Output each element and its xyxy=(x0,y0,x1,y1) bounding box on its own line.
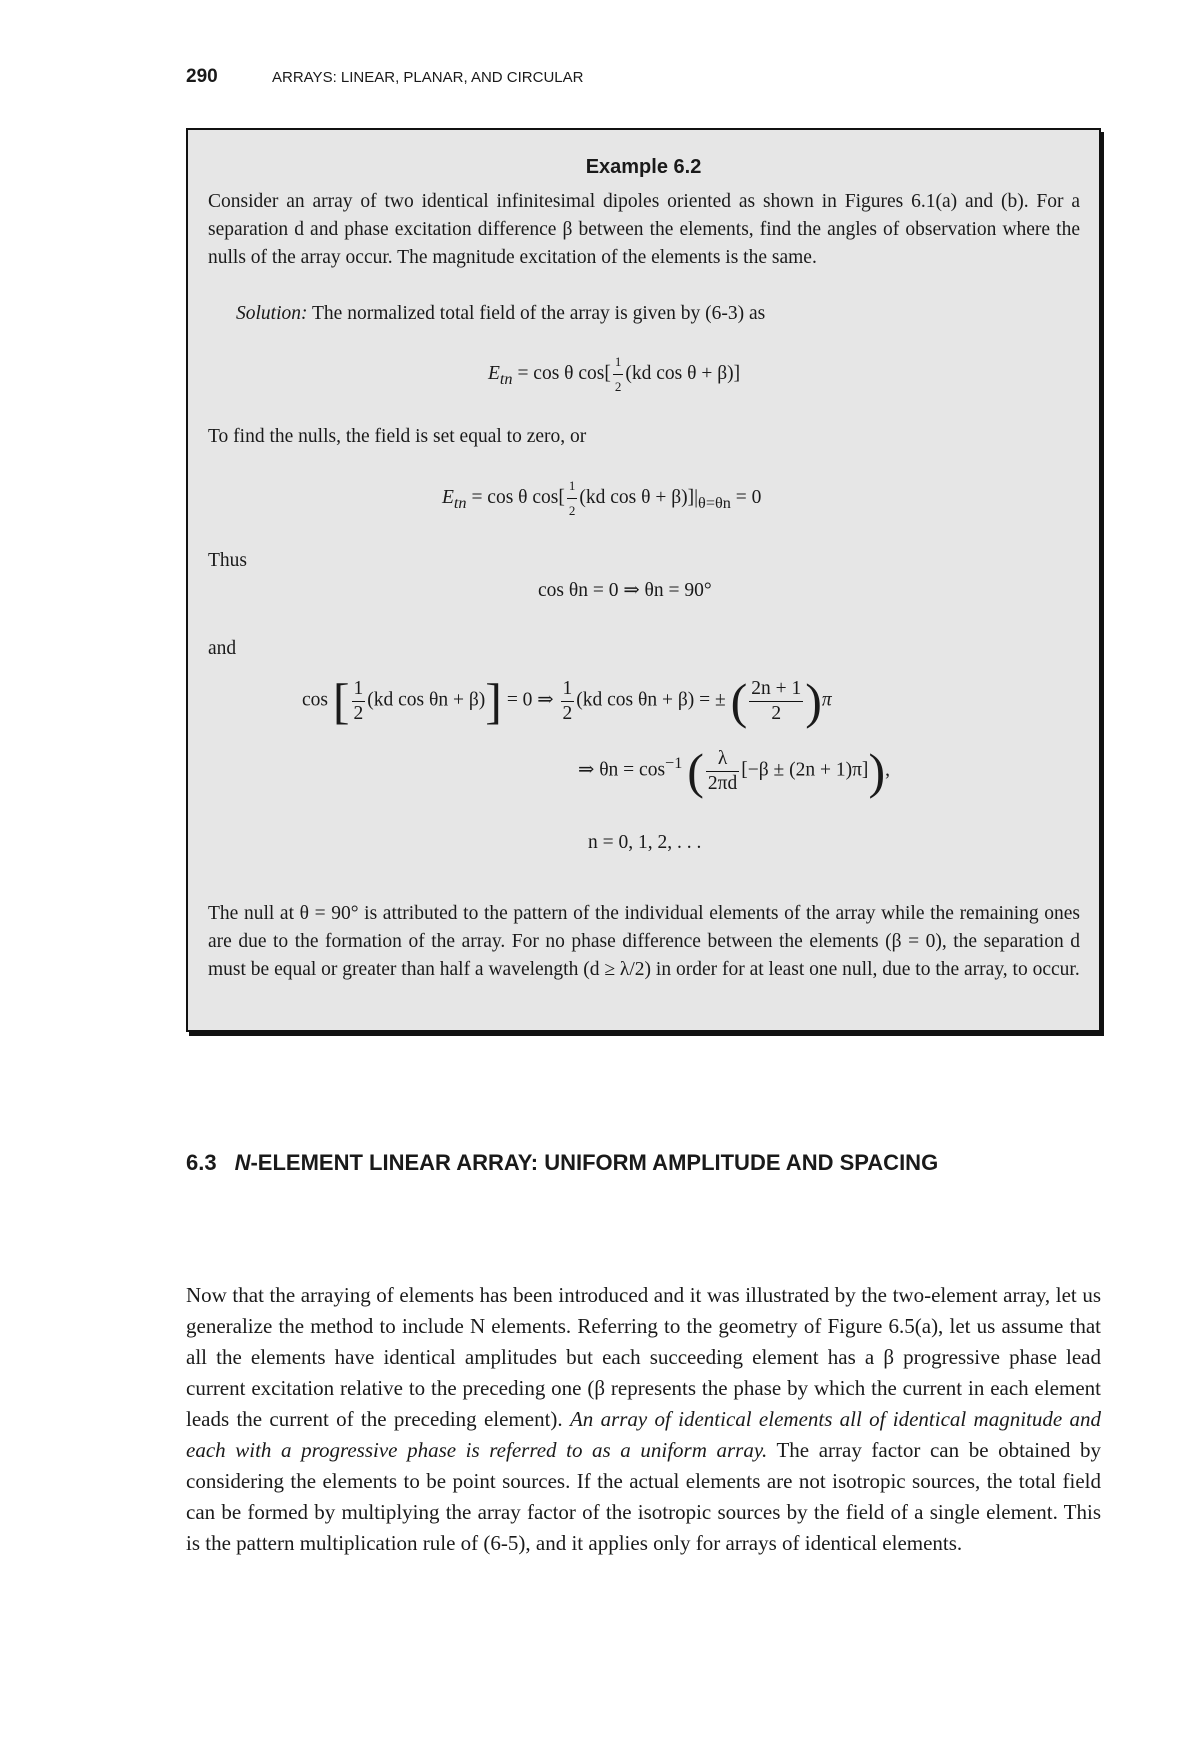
equation-theta-n: ⇒ $\theta n = \cos^{-1}$ ( $\frac{\lambda}{2\pi d}$ [−β ± (2n + 1)π]), xyxy=(578,743,890,799)
equation-n-values: n = 0, 1, 2, . . . xyxy=(588,832,702,853)
example-title: Example 6.2 xyxy=(585,156,702,178)
section-title-italic: N xyxy=(234,1150,251,1175)
uniform-array-definition: An array of identical elements all of identical magnitude and each with a progressive phase is referred to as a uniform array. xyxy=(186,1407,1101,1462)
and-label: and xyxy=(208,638,237,659)
equation-theta-90: cos θn = 0 ⇒ θn = 90° xyxy=(538,580,712,601)
section-number: 6.3 xyxy=(186,1150,217,1175)
solution-paragraph xyxy=(208,300,1080,328)
page-number: 290 xyxy=(186,66,218,87)
running-title: ARRAYS: LINEAR, PLANAR, AND CIRCULAR xyxy=(272,69,584,86)
solution-text: The normalized total field of the array is given by (6-3) as xyxy=(307,303,766,324)
body-paragraph: Now that the arraying of elements has been introduced and it was illustrated by the two-element array, let us generalize the method to include N elements. Referring to the geometry of Figure 6.5(a), let us assume that all the elements have identical amplitudes but each succeeding element has a β progressive phase lead current excitation relative to the preceding one (β represents the phase by which the current in each element leads the current of the preceding element). An array of identical elements all of identical magnitude and each with a progressive phase is referred to as a uniform array. The array factor can be obtained by considering the elements to be point sources. If the actual elements are not isotropic sources, the total field can be formed by multiplying the array factor of the isotropic sources by the field of a single element. This is the pattern multiplication rule of (6-5), and it applies only for arrays of identical elements. xyxy=(186,1283,1101,1555)
thus-label: Thus xyxy=(208,550,247,571)
solution-label: Solution: xyxy=(236,303,308,324)
equation-field: $E_{tn} = \cos \theta$ cos[ $\frac{1}{2}$ (kd cos θ + β)] xyxy=(488,350,740,399)
example-problem: Consider an array of two identical infinitesimal dipoles oriented as shown in Figures 6.1(a) and (b). For a separation d and phase excitation difference β between the elements, find the angles of observation where the nulls of the array occur. The magnitude excitation of the elements is the same. xyxy=(208,191,1080,268)
example-conclusion: The null at θ = 90° is attributed to the pattern of the individual elements of the array while the remaining ones are due to the formation of the array. For no phase difference between the elements (β = 0), the separation d must be equal or greater than half a wavelength (d ≥ λ/2) in order for at least one null, due to the array, to occur. xyxy=(208,903,1080,980)
equation-array-nulls: cos [ $\frac{1}{2}$ (kd cos θn + β)] = 0 ⇒ $\frac{1}{2}$ (kd cos θn + β) = ± ( $\frac{2n + 1}{2}$ )π xyxy=(302,673,832,729)
equation-nulls: $E_{tn} = \cos \theta$ cos[ $\frac{1}{2}$ (kd $\cos \theta + \beta)]|_{\theta=\theta n} = 0$ xyxy=(442,474,761,523)
example-box xyxy=(186,128,1101,1032)
section-title-text: -ELEMENT LINEAR ARRAY: UNIFORM AMPLITUDE AND SPACING xyxy=(250,1150,939,1175)
nulls-text: To find the nulls, the field is set equal to zero, or xyxy=(208,426,587,447)
section-heading xyxy=(186,1148,1086,1178)
